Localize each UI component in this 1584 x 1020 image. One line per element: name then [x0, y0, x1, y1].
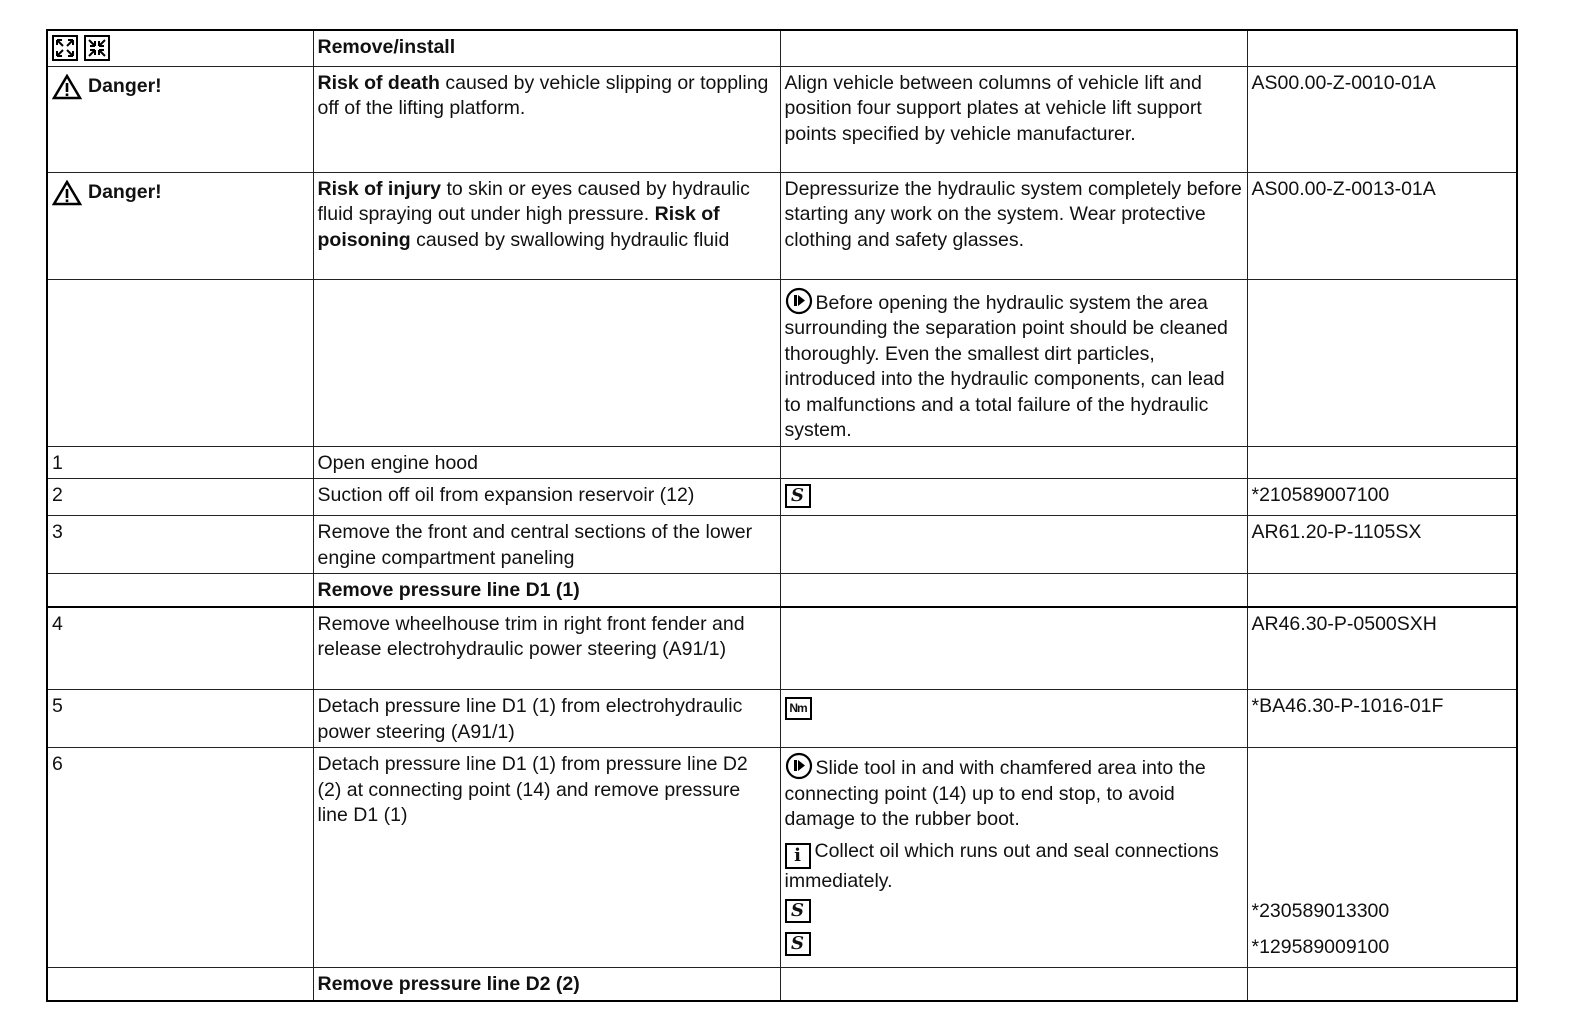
- procedure-table: [46, 29, 1518, 1002]
- danger-row: [47, 66, 1517, 172]
- note-cell: [780, 279, 1247, 446]
- document-reference-link[interactable]: AR61.20-P-1105SX: [1247, 516, 1517, 574]
- empty-cell: [780, 516, 1247, 574]
- document-reference-link[interactable]: AR46.30-P-0500SXH: [1247, 607, 1517, 690]
- step-number: 5: [47, 690, 313, 748]
- danger-label: Danger!: [88, 74, 162, 97]
- torque-nm-icon[interactable]: Nm: [785, 697, 812, 720]
- expand-arrows-icon: [52, 35, 78, 61]
- step-number: 4: [47, 607, 313, 690]
- danger-description: Risk of death caused by vehicle slipping or toppling off of the lifting platform.: [313, 66, 780, 172]
- empty-cell: [47, 574, 313, 607]
- document-reference-link[interactable]: *BA46.30-P-1016-01F: [1247, 690, 1517, 748]
- empty-cell: [780, 968, 1247, 1001]
- empty-cell: [47, 968, 313, 1001]
- danger-action: Align vehicle between columns of vehicle lift and position four support plates at vehicle lift support points specified by vehicle manufacturer.: [780, 66, 1247, 172]
- section-row: [47, 968, 1517, 1001]
- procedure-document: [46, 29, 1516, 993]
- empty-cell: [780, 574, 1247, 607]
- tool-cell: [780, 479, 1247, 516]
- tool-number-link[interactable]: *210589007100: [1247, 479, 1517, 516]
- danger-action: Depressurize the hydraulic system completely before starting any work on the system. Wear protective clothing and safety glasses.: [780, 172, 1247, 279]
- step-notes-cell: [780, 748, 1247, 968]
- warning-triangle-icon: [52, 74, 82, 100]
- step-number: 2: [47, 479, 313, 516]
- tool-numbers-cell: [1247, 748, 1517, 968]
- empty-cell: [780, 30, 1247, 66]
- danger-description: Risk of injury to skin or eyes caused by hydraulic fluid spraying out under high pressure. Risk of poisoning caused by swallowing hydraulic fluid: [313, 172, 780, 279]
- empty-cell: [313, 279, 780, 446]
- empty-cell: [1247, 279, 1517, 446]
- note-hand-icon: [785, 287, 813, 315]
- special-tool-icon[interactable]: S: [785, 484, 811, 508]
- note-text: Before opening the hydraulic system the area surrounding the separation point should be cleaned thoroughly. Even the smallest dirt particles, introduced into the hydraulic components, can lead to malfunctions and a total failure of the hydraulic system.: [784, 291, 1228, 441]
- header-icons-cell: [47, 30, 313, 66]
- table-row: [47, 446, 1517, 479]
- note-hand-icon: [785, 752, 813, 780]
- document-reference-link[interactable]: AS00.00-Z-0010-01A: [1247, 66, 1517, 172]
- empty-cell: [1247, 446, 1517, 479]
- note-row: [47, 279, 1517, 446]
- warning-triangle-icon: [52, 180, 82, 206]
- header-title: Remove/install: [313, 30, 780, 66]
- table-row: [47, 748, 1517, 968]
- section-row: [47, 574, 1517, 607]
- step-text: Remove the front and central sections of the lower engine compartment paneling: [313, 516, 780, 574]
- header-row: [47, 30, 1517, 66]
- step-number: 6: [47, 748, 313, 968]
- collapse-arrows-icon: [84, 35, 110, 61]
- empty-cell: [780, 446, 1247, 479]
- table-row: [47, 690, 1517, 748]
- special-tool-icon[interactable]: S: [785, 899, 811, 923]
- empty-cell: [1247, 968, 1517, 1001]
- empty-cell: [780, 607, 1247, 690]
- table-row: [47, 607, 1517, 690]
- tool-number-link[interactable]: *230589013300: [1251, 900, 1390, 922]
- danger-label: Danger!: [88, 180, 162, 203]
- danger-label-cell: [47, 66, 313, 172]
- info-icon: i: [785, 843, 811, 869]
- table-row: [47, 516, 1517, 574]
- empty-cell: [1247, 30, 1517, 66]
- torque-cell: [780, 690, 1247, 748]
- tool-number-link[interactable]: *129589009100: [1251, 936, 1390, 958]
- empty-cell: [1247, 574, 1517, 607]
- step-text: Detach pressure line D1 (1) from pressure line D2 (2) at connecting point (14) and remove pressure line D1 (1): [313, 748, 780, 968]
- step-number: 3: [47, 516, 313, 574]
- empty-cell: [47, 279, 313, 446]
- note-text: Slide tool in and with chamfered area into the connecting point (14) up to end stop, to avoid damage to the rubber boot.: [784, 757, 1206, 830]
- section-heading: Remove pressure line D1 (1): [313, 574, 780, 607]
- info-text: Collect oil which runs out and seal connections immediately.: [784, 839, 1219, 892]
- danger-row: [47, 172, 1517, 279]
- step-text: Detach pressure line D1 (1) from electrohydraulic power steering (A91/1): [313, 690, 780, 748]
- step-text: Open engine hood: [313, 446, 780, 479]
- step-text: Remove wheelhouse trim in right front fender and release electrohydraulic power steering (A91/1): [313, 607, 780, 690]
- step-text: Suction off oil from expansion reservoir (12): [313, 479, 780, 516]
- section-heading: Remove pressure line D2 (2): [313, 968, 780, 1001]
- step-number: 1: [47, 446, 313, 479]
- document-reference-link[interactable]: AS00.00-Z-0013-01A: [1247, 172, 1517, 279]
- special-tool-icon[interactable]: S: [785, 932, 811, 956]
- table-row: [47, 479, 1517, 516]
- danger-label-cell: [47, 172, 313, 279]
